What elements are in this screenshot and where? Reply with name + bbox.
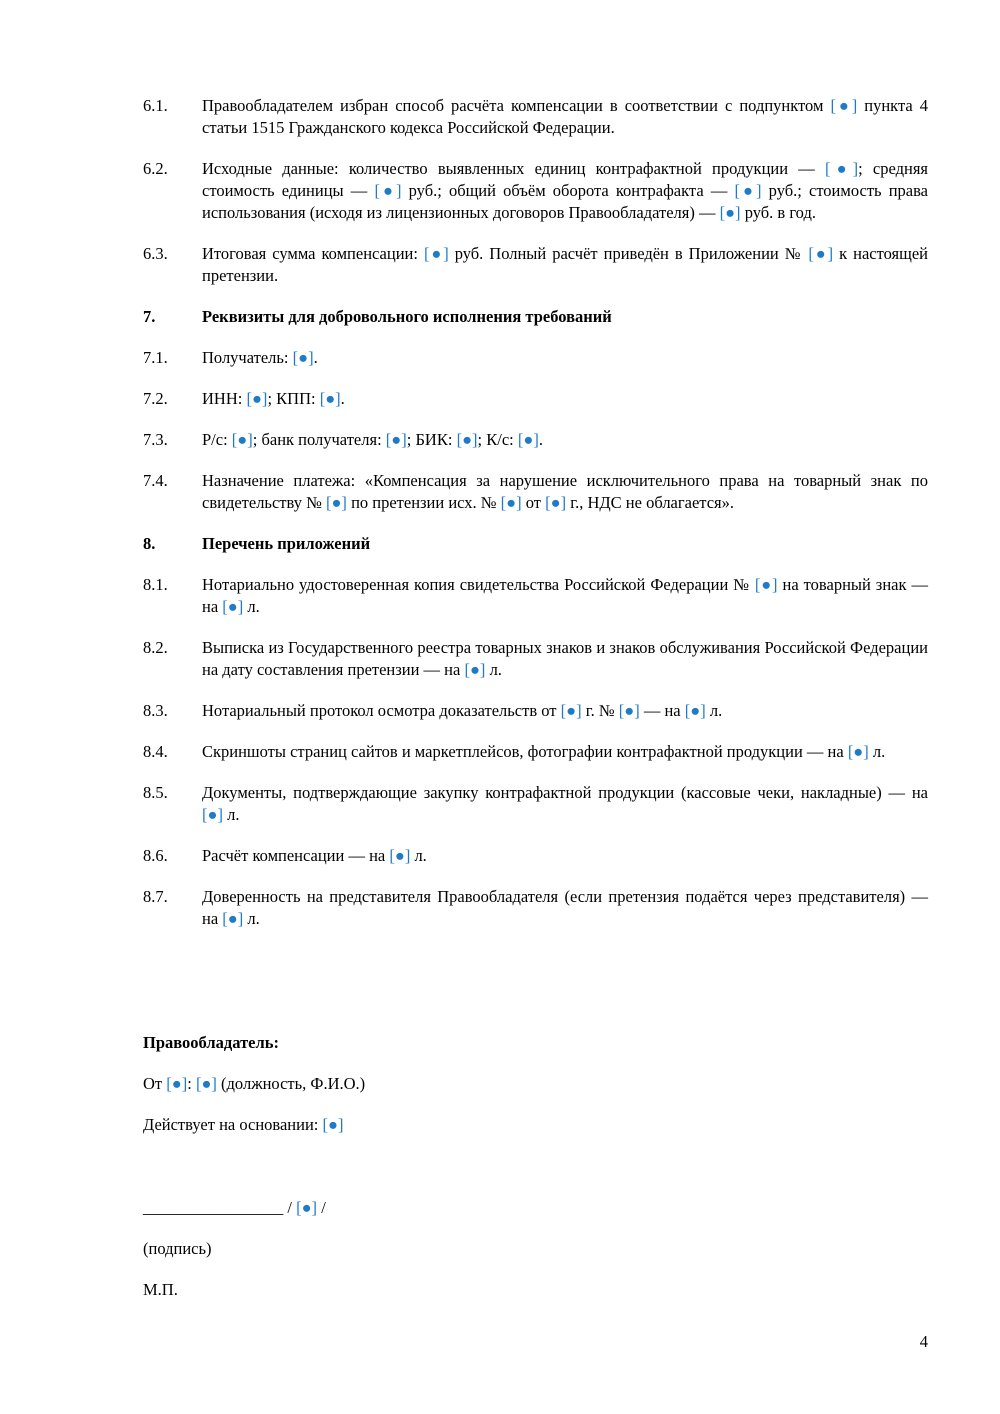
- text-fragment: руб.; общий объём оборота контрафакта —: [401, 181, 735, 200]
- text-fragment: ; БИК:: [406, 430, 457, 449]
- clause-text: [202, 637, 928, 681]
- clause-text: [202, 470, 928, 514]
- text-fragment: Итоговая сумма компенсации:: [202, 244, 424, 263]
- text-fragment: Реквизиты для добровольного исполнения требований: [202, 307, 612, 326]
- placeholder: [●]: [754, 575, 778, 594]
- signature-caption: (подпись): [143, 1239, 212, 1258]
- clause: [143, 429, 928, 451]
- clause-number: 7.4.: [143, 471, 168, 490]
- text-fragment: Исходные данные: количество выявленных единиц контрафактной продукции —: [202, 159, 825, 178]
- text-fragment: ; К/с:: [477, 430, 518, 449]
- text-fragment: ; средняя стоимость единицы —: [202, 159, 929, 200]
- signature-basis-line: [143, 1114, 643, 1136]
- clause-number: 8.: [143, 534, 156, 553]
- placeholder: [●]: [719, 203, 741, 222]
- text-fragment: руб. Полный расчёт приведён в Приложении №: [448, 244, 809, 263]
- placeholder: [●]: [325, 493, 347, 512]
- placeholder: [●]: [195, 1074, 217, 1093]
- section-heading: [143, 306, 928, 328]
- text-fragment: Расчёт компенсации — на: [202, 846, 390, 865]
- clause-number: 8.7.: [143, 887, 168, 906]
- clause-text: [202, 95, 928, 139]
- signature-line: [143, 1197, 643, 1219]
- placeholder: [●]: [808, 244, 834, 263]
- text-fragment: Назначение платежа: «Компенсация за нарушение исключительного права на товарный знак по свидетельству №: [202, 471, 928, 512]
- clause-text: [202, 782, 928, 826]
- text-fragment: г., НДС не облагается».: [566, 493, 734, 512]
- clause: [143, 574, 928, 618]
- text-fragment: к настоящей претензии.: [202, 244, 928, 285]
- signature-block: [143, 1032, 643, 1320]
- text-fragment: руб.; стоимость права использования (исходя из лицензионных договоров Правообладателя) —: [202, 181, 929, 222]
- text-fragment: пункта 4 статьи 1515 Гражданского кодекса Российской Федерации.: [202, 96, 928, 137]
- text-fragment: ; КПП:: [267, 389, 320, 408]
- signature-from-line: От [●]: [●] (должность, Ф.И.О.): [143, 1074, 366, 1093]
- text-fragment: Правообладателем избран способ расчёта компенсации в соответствии с подпунктом: [202, 96, 831, 115]
- text-fragment: л.: [222, 805, 240, 824]
- placeholder: [●]: [202, 805, 223, 824]
- clause: [143, 388, 928, 410]
- clause-number: 7.2.: [143, 389, 168, 408]
- placeholder: [●]: [292, 348, 314, 367]
- text-fragment: .: [538, 430, 543, 449]
- placeholder: [●]: [231, 430, 253, 449]
- text-fragment: .: [313, 348, 318, 367]
- clause-text: [202, 700, 928, 722]
- placeholder: [●]: [423, 244, 449, 263]
- clause-number: 7.: [143, 307, 156, 326]
- clause: [143, 158, 928, 224]
- placeholder: [●]: [560, 701, 582, 720]
- placeholder: [●]: [374, 181, 402, 200]
- clause: [143, 886, 928, 930]
- clause-text: [202, 429, 928, 451]
- text-fragment: Перечень приложений: [202, 534, 371, 553]
- document-body: [143, 95, 928, 949]
- placeholder: [●]: [734, 181, 762, 200]
- placeholder: [●]: [222, 597, 244, 616]
- sign-end: /: [317, 1198, 326, 1217]
- text-fragment: л.: [868, 742, 886, 761]
- clause: [143, 470, 928, 514]
- clause-text: [202, 886, 928, 930]
- clause-number: 6.2.: [143, 159, 168, 178]
- clause: [143, 845, 928, 867]
- placeholder: [●]: [824, 159, 859, 178]
- placeholder: [●]: [500, 493, 522, 512]
- from-prefix: От: [143, 1074, 167, 1093]
- text-fragment: руб. в год.: [740, 203, 816, 222]
- clause: [143, 347, 928, 369]
- placeholder: [●]: [456, 430, 478, 449]
- placeholder: [●]: [389, 846, 411, 865]
- text-fragment: л.: [243, 909, 260, 928]
- text-fragment: Получатель:: [202, 348, 293, 367]
- placeholder: [●]: [464, 660, 486, 679]
- clause-text: [202, 533, 928, 555]
- section-heading: [143, 533, 928, 555]
- clause-number: 7.3.: [143, 430, 168, 449]
- text-fragment: по претензии исх. №: [346, 493, 501, 512]
- clause-text: [202, 574, 928, 618]
- text-fragment: Р/с:: [202, 430, 232, 449]
- text-fragment: Документы, подтверждающие закупку контрафактной продукции (кассовые чеки, накладные) — на: [202, 783, 928, 802]
- from-suffix: (должность, Ф.И.О.): [216, 1074, 366, 1093]
- text-fragment: ; банк получателя:: [252, 430, 386, 449]
- clause-number: 6.3.: [143, 244, 168, 263]
- placeholder: [●]: [222, 909, 244, 928]
- text-fragment: на товарный знак — на: [202, 575, 928, 616]
- signature-title: Правообладатель:: [143, 1033, 279, 1052]
- placeholder: [●]: [166, 1074, 188, 1093]
- clause-text: [202, 347, 928, 369]
- clause: [143, 95, 928, 139]
- clause-number: 8.2.: [143, 638, 168, 657]
- placeholder: [●]: [684, 701, 706, 720]
- clause-text: [202, 845, 928, 867]
- clause-text: [202, 741, 928, 763]
- clause-number: 8.6.: [143, 846, 168, 865]
- sign-line: _________________ /: [143, 1198, 297, 1217]
- clause-number: 8.4.: [143, 742, 168, 761]
- text-fragment: Скриншоты страниц сайтов и маркетплейсов, фотографии контрафактной продукции — на: [202, 742, 848, 761]
- text-fragment: от: [521, 493, 546, 512]
- text-fragment: л.: [485, 660, 502, 679]
- text-fragment: .: [340, 389, 345, 408]
- text-fragment: ИНН:: [202, 389, 247, 408]
- clause-text: [202, 388, 928, 410]
- text-fragment: л.: [705, 701, 723, 720]
- text-fragment: Выписка из Государственного реестра товарных знаков и знаков обслуживания Российской Федерации на дату составления претензии — на: [202, 638, 928, 679]
- placeholder: [●]: [830, 96, 858, 115]
- placeholder: [●]: [545, 493, 567, 512]
- clause: [143, 741, 928, 763]
- clause-text: [202, 243, 928, 287]
- text-fragment: Нотариальный протокол осмотра доказательств от: [202, 701, 561, 720]
- text-fragment: л.: [243, 597, 260, 616]
- clause-number: 8.1.: [143, 575, 168, 594]
- clause-number: 8.3.: [143, 701, 168, 720]
- stamp-label: М.П.: [143, 1280, 178, 1299]
- text-fragment: г. №: [581, 701, 619, 720]
- text-fragment: Доверенность на представителя Правообладателя (если претензия подаётся через представителя) — на: [202, 887, 928, 928]
- clause: [143, 782, 928, 826]
- placeholder: [●]: [517, 430, 539, 449]
- text-fragment: л.: [410, 846, 427, 865]
- page-number: 4: [919, 1332, 928, 1351]
- basis-label: Действует на основании:: [143, 1115, 323, 1134]
- placeholder: [●]: [319, 389, 341, 408]
- text-fragment: — на: [639, 701, 685, 720]
- placeholder: [●]: [618, 701, 640, 720]
- clause-number: 7.1.: [143, 348, 168, 367]
- placeholder: [●]: [296, 1198, 318, 1217]
- clause-text: [202, 158, 928, 224]
- clause: [143, 700, 928, 722]
- placeholder: [●]: [322, 1115, 344, 1134]
- placeholder: [●]: [847, 742, 869, 761]
- clause-number: 6.1.: [143, 96, 168, 115]
- clause: [143, 637, 928, 681]
- text-fragment: Нотариально удостоверенная копия свидетельства Российской Федерации №: [202, 575, 755, 594]
- clause: [143, 243, 928, 287]
- clause-text: [202, 306, 928, 328]
- placeholder: [●]: [246, 389, 268, 408]
- placeholder: [●]: [385, 430, 407, 449]
- clause-number: 8.5.: [143, 783, 168, 802]
